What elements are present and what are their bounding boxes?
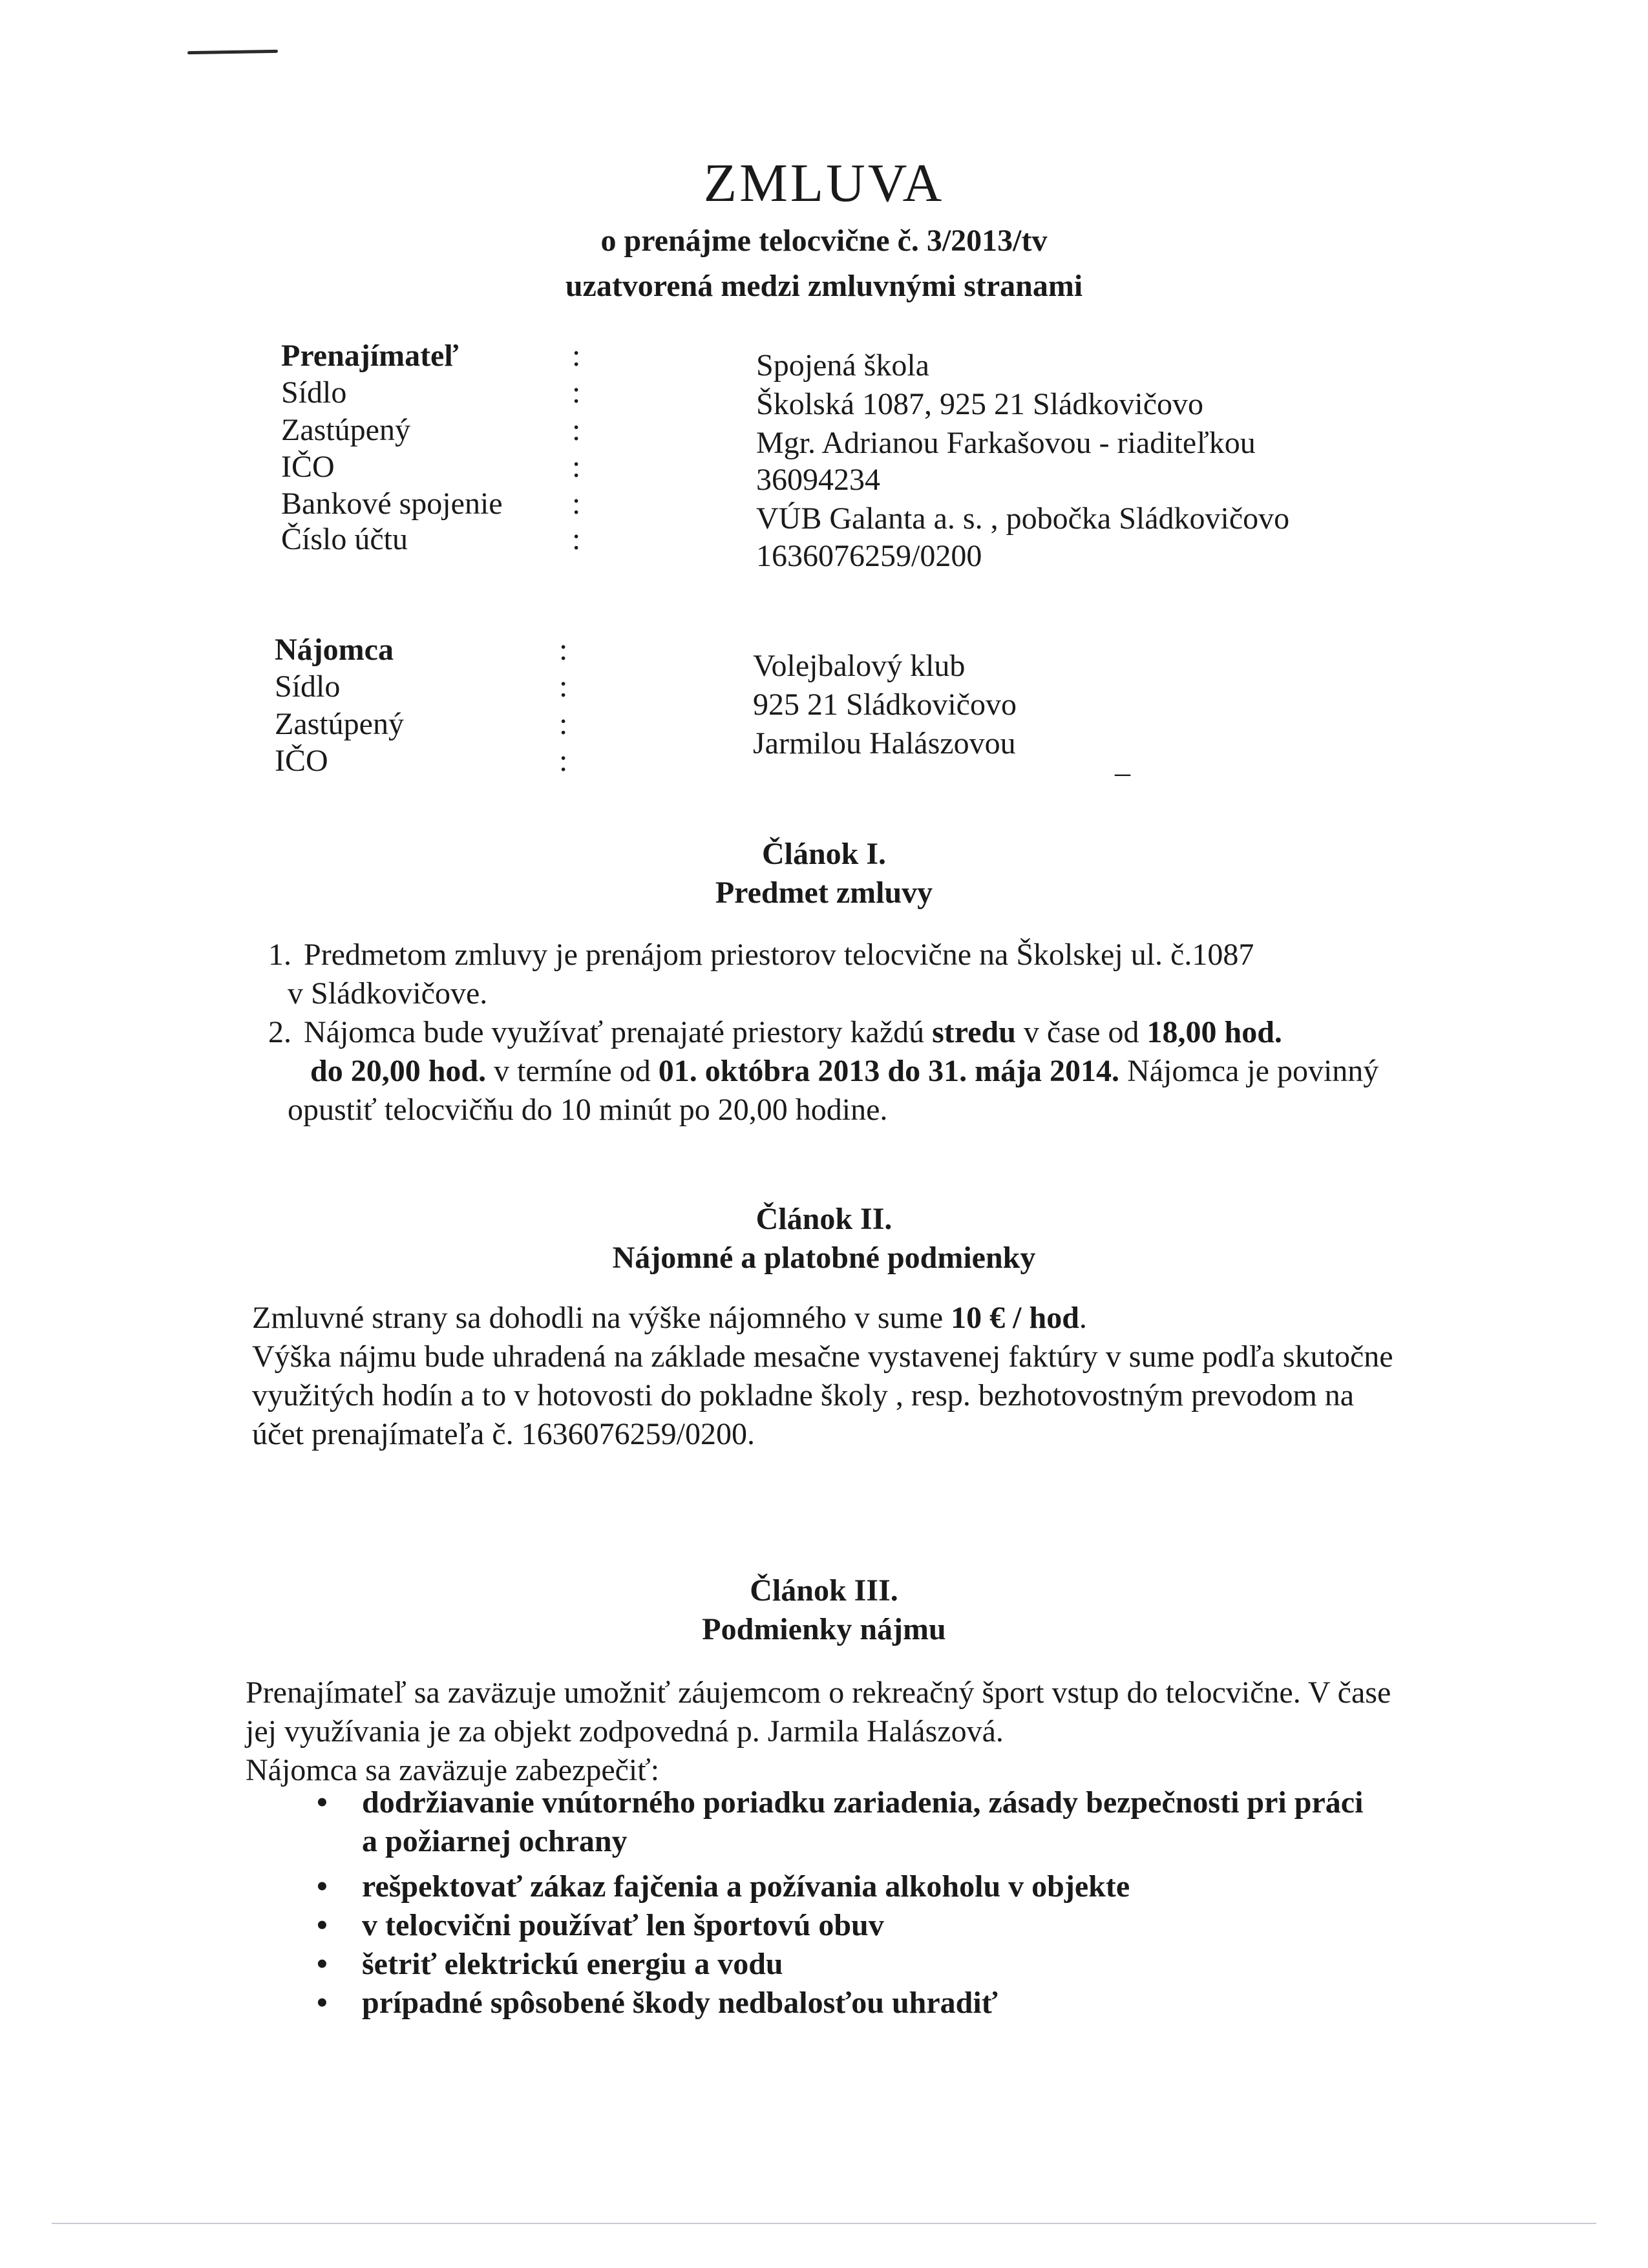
article-2-line-1: Zmluvné strany sa dohodli na výške nájomného v sume 10 € / hod. xyxy=(252,1301,1087,1335)
article-1-item-1-number: 1. xyxy=(268,938,291,972)
document-subtitle-parties: uzatvorená medzi zmluvnými stranami xyxy=(565,269,1083,303)
article-1-title: Predmet zmluvy xyxy=(715,876,933,910)
tenant-ico-label: IČO xyxy=(275,744,328,778)
article-1-number: Článok I. xyxy=(761,837,887,871)
article-2-line-2: Výška nájmu bude uhradená na základe mesačne vystavenej faktúry v sume podľa skutočne xyxy=(252,1339,1393,1374)
article-3-line-1: Prenajímateľ sa zaväzuje umožniť záujemcom o rekreačný šport vstup do telocvične. V čase xyxy=(246,1675,1391,1710)
tenant-block xyxy=(275,630,1179,798)
article-3-number: Článok III. xyxy=(750,1573,898,1608)
list-item-continuation: a požiarnej ochrany xyxy=(362,1824,628,1858)
lessor-representative-label: Zastúpený xyxy=(281,413,410,447)
tenant-ico-value: – xyxy=(1115,755,1130,790)
article-1-item-2-number: 2. xyxy=(268,1015,291,1049)
document-title: ZMLUVA xyxy=(703,153,945,213)
tenant-value: Volejbalový klub xyxy=(753,649,966,683)
tenant-seat-label: Sídlo xyxy=(275,669,341,704)
lessor-ico-label: IČO xyxy=(281,450,335,484)
article-3-line-2: jej využívania je za objekt zodpovedná p. Jarmila Halászová. xyxy=(246,1714,1004,1748)
lessor-seat-value: Školská 1087, 925 21 Sládkovičovo xyxy=(756,387,1203,421)
separator: : xyxy=(572,487,581,521)
lessor-ico-value: 36094234 xyxy=(756,463,880,497)
separator: : xyxy=(559,669,568,704)
separator: : xyxy=(572,413,581,447)
article-3-obligations-list xyxy=(317,1783,1363,2022)
separator: : xyxy=(559,744,568,778)
scan-edge-line xyxy=(52,2223,1596,2224)
article-1-item-1-line-2: v Sládkovičove. xyxy=(288,976,488,1011)
article-1-item-1-line-1: Predmetom zmluvy je prenájom priestorov telocvične na Školskej ul. č.1087 xyxy=(304,938,1254,972)
lessor-seat-label: Sídlo xyxy=(281,375,347,410)
separator: : xyxy=(572,375,581,410)
article-1-item-2-line-3: opustiť telocvičňu do 10 minút po 20,00 hodine. xyxy=(288,1093,888,1127)
lessor-value: Spojená škola xyxy=(756,348,929,383)
tenant-label: Nájomca xyxy=(275,633,394,667)
article-2-number: Článok II. xyxy=(755,1202,893,1236)
lessor-bank-label: Bankové spojenie xyxy=(281,487,503,521)
list-item: • šetriť elektrickú energiu a vodu xyxy=(317,1945,1363,1984)
separator: : xyxy=(572,450,581,484)
lessor-account-label: Číslo účtu xyxy=(281,522,408,556)
article-1-item-2-line-2: do 20,00 hod. v termíne od 01. októbra 2013 do 31. mája 2014. Nájomca je povinný xyxy=(310,1054,1379,1088)
lessor-account-value: 1636076259/0200 xyxy=(756,539,982,573)
separator: : xyxy=(559,707,568,741)
tenant-representative-value: Jarmilou Halászovou xyxy=(753,726,1016,761)
article-1-item-2-line-1: Nájomca bude využívať prenajaté priestory každú stredu v čase od 18,00 hod. xyxy=(304,1015,1282,1049)
separator: : xyxy=(572,522,581,556)
list-item: • rešpektovať zákaz fajčenia a požívania alkoholu v objekte xyxy=(317,1867,1363,1906)
article-2-line-3: využitých hodín a to v hotovosti do pokladne školy , resp. bezhotovostným prevodom na xyxy=(252,1378,1355,1412)
article-3-line-3: Nájomca sa zaväzuje zabezpečiť: xyxy=(246,1753,660,1787)
list-item: • dodržiavanie vnútorného poriadku zariadenia, zásady bezpečnosti pri práci xyxy=(317,1783,1363,1822)
separator: : xyxy=(559,633,568,667)
list-item: • v telocvični používať len športovú obuv xyxy=(317,1906,1363,1945)
article-2-line-4: účet prenajímateľa č. 1636076259/0200. xyxy=(252,1417,755,1451)
tenant-seat-value: 925 21 Sládkovičovo xyxy=(753,688,1017,722)
tenant-representative-label: Zastúpený xyxy=(275,707,404,741)
document-subtitle: o prenájme telocvične č. 3/2013/tv xyxy=(600,224,1048,258)
article-2-title: Nájomné a platobné podmienky xyxy=(612,1241,1036,1275)
separator: : xyxy=(572,339,581,373)
lessor-representative-value: Mgr. Adrianou Farkašovou - riaditeľkou xyxy=(756,426,1256,460)
list-item: • prípadné spôsobené škody nedbalosťou uhradiť xyxy=(317,1984,1363,2022)
lessor-label: Prenajímateľ xyxy=(281,339,459,373)
scan-mark-top xyxy=(187,50,278,54)
lessor-block xyxy=(281,336,1380,582)
lessor-bank-value: VÚB Galanta a. s. , pobočka Sládkovičovo xyxy=(756,501,1290,536)
article-3-title: Podmienky nájmu xyxy=(702,1612,946,1646)
